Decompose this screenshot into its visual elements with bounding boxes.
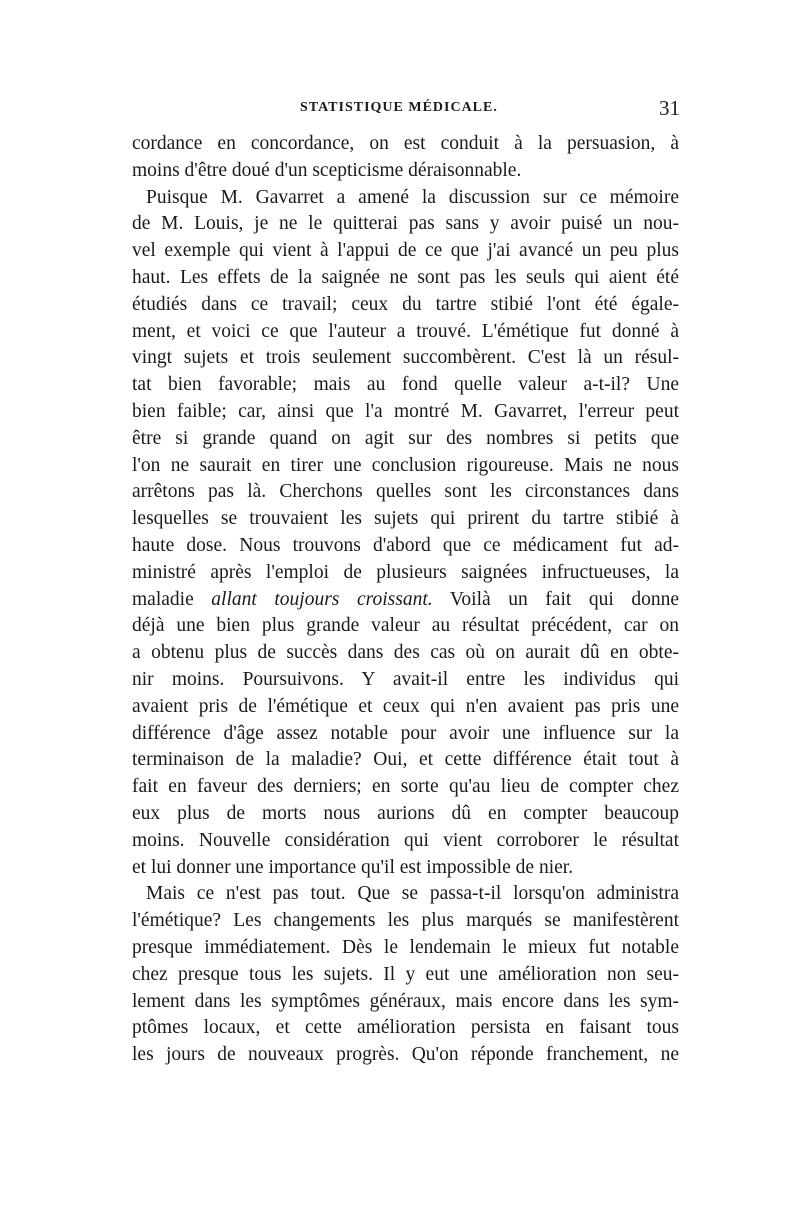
text-line-with-italic	[132, 587, 679, 614]
text-line: être si grande quand on agit sur des nombres si petits que	[132, 427, 679, 449]
text-line: presque immédiatement. Dès le lendemain le mieux fut notable	[132, 936, 679, 958]
line-text-after: Voilà un fait qui donne	[432, 588, 679, 610]
text-line: fait en faveur des derniers; en sorte qu'au lieu de compter chez	[132, 776, 679, 798]
text-line: chez presque tous les sujets. Il y eut une amélioration non seu-	[132, 963, 679, 985]
italic-phrase: allant toujours croissant.	[211, 588, 433, 610]
text-line: a obtenu plus de succès dans des cas où on aurait dû en obte-	[132, 642, 679, 664]
text-line: déjà une bien plus grande valeur au résultat précédent, car on	[132, 615, 679, 637]
text-line: nir moins. Poursuivons. Y avait-il entre les individus qui	[132, 668, 679, 690]
text-line: ptômes locaux, et cette amélioration persista en faisant tous	[132, 1017, 679, 1039]
text-line: moins. Nouvelle considération qui vient corroborer le résultat	[132, 829, 679, 851]
text-line: haute dose. Nous trouvons d'abord que ce médicament fut ad-	[132, 534, 679, 556]
text-line: lesquelles se trouvaient les sujets qui prirent du tartre stibié à	[132, 508, 679, 530]
page-header	[132, 97, 680, 121]
text-line: bien faible; car, ainsi que l'a montré M. Gavarret, l'erreur peut	[132, 400, 679, 422]
text-line: vingt sujets et trois seulement succombèrent. C'est là un résul-	[132, 347, 679, 369]
text-line: étudiés dans ce travail; ceux du tartre stibié l'ont été égale-	[132, 293, 679, 315]
text-line: de M. Louis, je ne le quitterai pas sans y avoir puisé un nou-	[132, 213, 679, 235]
text-line: ministré après l'emploi de plusieurs saignées infructueuses, la	[132, 561, 679, 583]
text-line: et lui donner une importance qu'il est impossible de nier.	[132, 856, 574, 878]
text-line: eux plus de morts nous aurions dû en compter beaucoup	[132, 802, 679, 824]
text-line: Puisque M. Gavarret a amené la discussion sur ce mémoire	[146, 186, 679, 208]
text-line: différence d'âge assez notable pour avoir une influence sur la	[132, 722, 679, 744]
page-number: 31	[659, 96, 680, 120]
text-line: tat bien favorable; mais au fond quelle valeur a-t-il? Une	[132, 374, 679, 396]
text-line: avaient pris de l'émétique et ceux qui n'en avaient pas pris une	[132, 695, 679, 717]
text-line: lement dans les symptômes généraux, mais encore dans les sym-	[132, 990, 679, 1012]
text-line: terminaison de la maladie? Oui, et cette différence était tout à	[132, 749, 679, 771]
text-line: Mais ce n'est pas tout. Que se passa-t-il lorsqu'on administra	[146, 883, 679, 905]
body-text	[132, 131, 679, 1069]
text-line: l'émétique? Les changements les plus marqués se manifestèrent	[132, 910, 679, 932]
text-line: cordance en concordance, on est conduit à la persuasion, à	[132, 133, 679, 154]
line-text-before: maladie	[132, 588, 212, 610]
text-line: haut. Les effets de la saignée ne sont pas les seuls qui aient été	[132, 266, 679, 288]
text-line: moins d'être doué d'un scepticisme déraisonnable.	[132, 159, 522, 181]
text-line: l'on ne saurait en tirer une conclusion rigoureuse. Mais ne nous	[132, 454, 679, 476]
running-title: STATISTIQUE MÉDICALE.	[300, 100, 498, 115]
text-line: les jours de nouveaux progrès. Qu'on réponde franchement, ne	[132, 1044, 679, 1066]
text-line: arrêtons pas là. Cherchons quelles sont les circonstances dans	[132, 481, 679, 503]
text-line: ment, et voici ce que l'auteur a trouvé. L'émétique fut donné à	[132, 320, 679, 342]
text-line: vel exemple qui vient à l'appui de ce que j'ai avancé un peu plus	[132, 240, 679, 262]
